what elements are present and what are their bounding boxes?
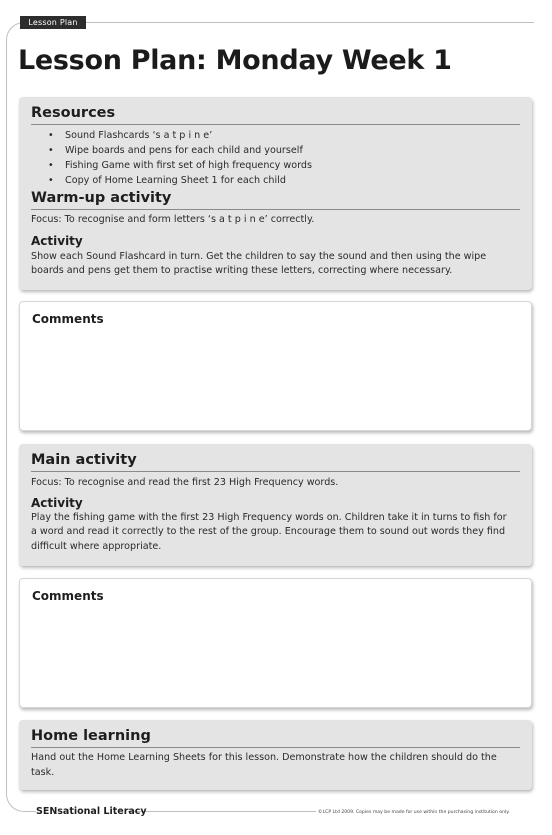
home-learning-panel <box>19 720 532 790</box>
bullet-icon: • <box>48 160 54 171</box>
section-tab: Lesson Plan <box>20 16 86 29</box>
main-activity-heading: Main activity <box>31 452 520 472</box>
warmup-activity-line: boards and pens get them to practise writing these letters, correcting where necessary. <box>31 265 453 276</box>
bullet-icon: • <box>48 175 54 186</box>
page-title: Lesson Plan: Monday Week 1 <box>18 45 452 76</box>
list-item: • Copy of Home Learning Sheet 1 for each child <box>48 175 286 186</box>
main-activity-focus: Focus: To recognise and read the first 23 High Frequency words. <box>31 477 339 488</box>
list-item: • Wipe boards and pens for each child and yourself <box>48 145 303 156</box>
page-frame-bottom-rule <box>128 811 316 812</box>
comments-box[interactable] <box>19 301 532 431</box>
main-activity-subheading: Activity <box>31 495 83 510</box>
warmup-activity-line: Show each Sound Flashcard in turn. Get the children to say the sound and then using the wipe <box>31 250 487 262</box>
footer-copyright: ©LCP Ltd 2009. Copies may be made for use within the purchasing institution only. <box>318 810 510 815</box>
comments-label: Comments <box>32 312 104 326</box>
list-item: • Fishing Game with first set of high frequency words <box>48 160 312 171</box>
resources-heading: Resources <box>31 105 520 125</box>
footer-brand: SENsational Literacy <box>36 806 147 817</box>
comments-box[interactable] <box>19 578 532 708</box>
list-item: • Sound Flashcards ‘s a t p i n e’ <box>48 130 213 141</box>
home-learning-heading: Home learning <box>31 728 520 748</box>
warmup-activity-heading: Activity <box>31 233 83 248</box>
main-activity-line: difficult where appropriate. <box>31 540 162 552</box>
bullet-icon: • <box>48 145 54 156</box>
home-learning-line: Hand out the Home Learning Sheets for this lesson. Demonstrate how the children should do the <box>31 752 497 763</box>
main-activity-line: Play the fishing game with the first 23 High Frequency words on. Children take it in turns to fish for <box>31 511 507 523</box>
resources-list <box>43 128 520 188</box>
main-activity-panel <box>19 444 532 566</box>
comments-label: Comments <box>32 589 104 603</box>
warmup-focus: Focus: To recognise and form letters ‘s a t p i n e’ correctly. <box>31 214 315 225</box>
resources-warmup-panel <box>19 97 532 290</box>
warmup-heading: Warm-up activity <box>31 190 520 210</box>
page-frame-top-rule <box>86 22 534 23</box>
home-learning-line: task. <box>31 766 55 778</box>
bullet-icon: • <box>48 130 54 141</box>
main-activity-line: a word and read it correctly to the rest of the group. Encourage them to sound out words they find <box>31 526 506 537</box>
